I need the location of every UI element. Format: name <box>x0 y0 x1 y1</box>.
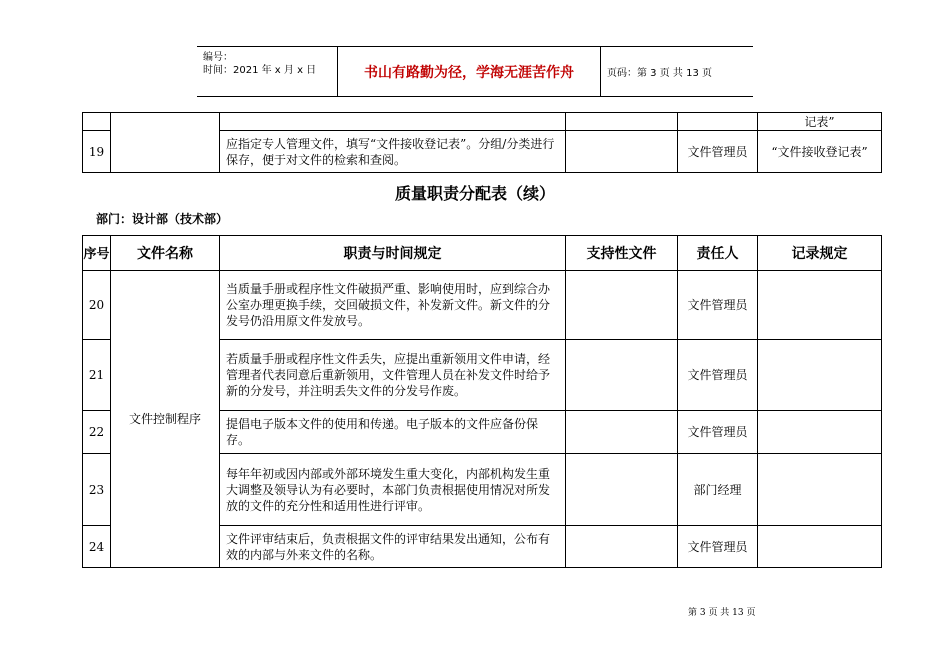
duty-cell: 文件评审结束后，负责根据文件的评审结果发出通知，公布有效的内部与外来文件的名称。 <box>220 526 566 568</box>
row-number: 20 <box>83 271 111 340</box>
table-row <box>83 271 882 340</box>
owner-cell: 文件管理员 <box>678 411 758 454</box>
record-cell <box>758 271 882 340</box>
record-cell: 记表” <box>758 113 882 131</box>
col-header-record: 记录规定 <box>758 236 882 271</box>
support-cell <box>566 340 678 411</box>
page-header <box>197 46 753 97</box>
owner-cell: 文件管理员 <box>678 131 758 173</box>
header-meta <box>197 47 338 96</box>
col-header-duty: 职责与时间规定 <box>220 236 566 271</box>
owner-cell: 文件管理员 <box>678 271 758 340</box>
page-title: 质量职责分配表（续） <box>394 186 555 203</box>
record-cell <box>758 526 882 568</box>
page-footer: 第 3 页 共 13 页 <box>688 608 756 618</box>
record-cell <box>758 411 882 454</box>
duty-table <box>82 235 882 568</box>
col-header-file-name: 文件名称 <box>111 236 220 271</box>
support-cell <box>566 526 678 568</box>
row-number: 22 <box>83 411 111 454</box>
owner-cell: 文件管理员 <box>678 340 758 411</box>
record-cell <box>758 454 882 526</box>
record-cell: “文件接收登记表” <box>758 131 882 173</box>
support-cell <box>566 454 678 526</box>
col-header-support: 支持性文件 <box>566 236 678 271</box>
col-header-owner: 责任人 <box>678 236 758 271</box>
doc-number-label: 编号： <box>203 52 233 63</box>
owner-cell: 文件管理员 <box>678 526 758 568</box>
col-header-no: 序号 <box>83 236 111 271</box>
row-number: 19 <box>83 131 111 173</box>
file-name-cell: 文件控制程序 <box>111 271 220 568</box>
support-cell <box>566 411 678 454</box>
owner-cell: 部门经理 <box>678 454 758 526</box>
continued-table <box>82 112 882 173</box>
duty-cell: 每年年初或因内部或外部环境发生重大变化，内部机构发生重大调整及领导认为有必要时，本部门负责根据使用情况对所发放的文件的充分性和适用性进行评审。 <box>220 454 566 526</box>
duty-cell: 应指定专人管理文件，填写“文件接收登记表”。分组/分类进行保存，便于对文件的检索和查阅。 <box>220 131 566 173</box>
date-label: 时间：2021 年 x 月 x 日 <box>203 65 317 76</box>
table-row <box>83 113 882 131</box>
duty-cell: 若质量手册或程序性文件丢失，应提出重新领用文件申请，经管理者代表同意后重新领用，文件管理人员在补发文件时给予新的分发号，并注明丢失文件的分发号作废。 <box>220 340 566 411</box>
row-number: 23 <box>83 454 111 526</box>
header-motto: 书山有路勤为径，学海无涯苦作舟 <box>338 47 601 96</box>
duty-cell: 当质量手册或程序性文件破损严重、影响使用时，应到综合办公室办理更换手续，交回破损文件，补发新文件。新文件的分发号仍沿用原文件发放号。 <box>220 271 566 340</box>
department-label: 部门：设计部（技术部） <box>96 212 229 226</box>
header-page-label: 页码：第 3 页 共 13 页 <box>607 68 712 79</box>
row-number: 24 <box>83 526 111 568</box>
duty-cell: 提倡电子版本文件的使用和传递。电子版本的文件应备份保存。 <box>220 411 566 454</box>
support-cell <box>566 271 678 340</box>
row-number: 21 <box>83 340 111 411</box>
table-header-row <box>83 236 882 271</box>
record-cell <box>758 340 882 411</box>
